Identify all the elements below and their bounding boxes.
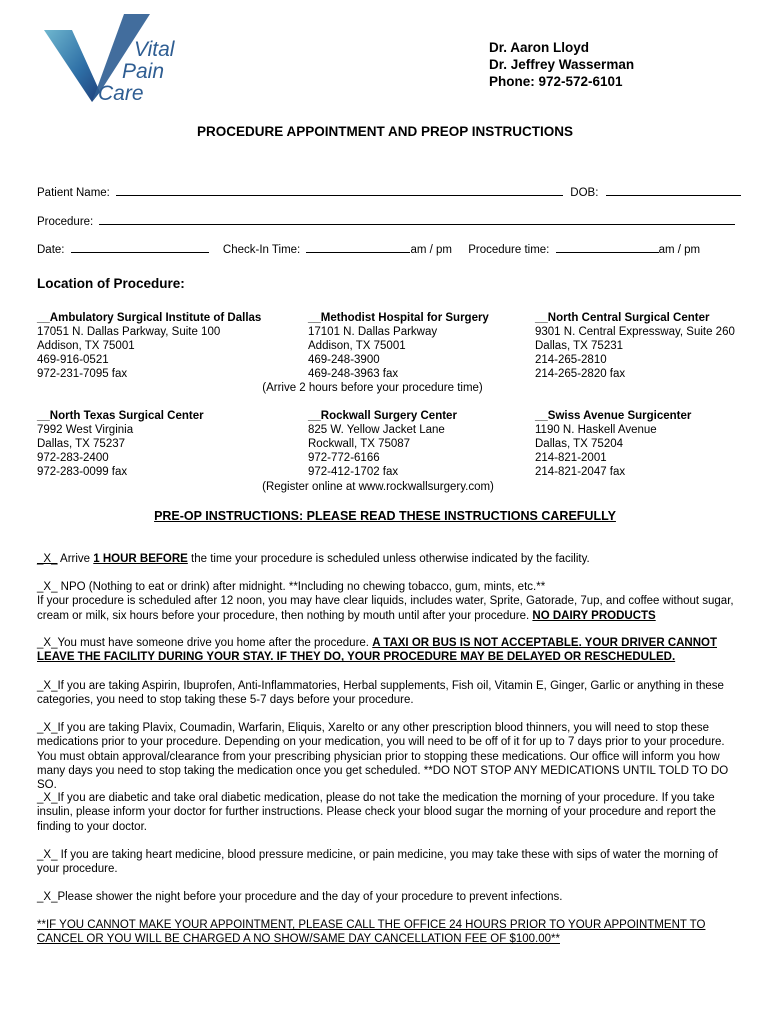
instruction-heart-medicine	[37, 848, 737, 877]
facility-name: __Methodist Hospital for Surgery	[308, 312, 489, 324]
facility-rockwall	[308, 409, 457, 479]
no-dairy-emphasis: NO DAIRY PRODUCTS	[532, 609, 656, 622]
doctor-name-1: Dr. Aaron Lloyd	[489, 40, 590, 55]
facility-fax: 214-821-2047 fax	[535, 466, 626, 478]
cancellation-policy	[37, 918, 737, 947]
logo-word-vital: Vital	[134, 38, 175, 61]
facility-phone: 214-265-2810	[535, 354, 607, 366]
procedure-time-label: Procedure time:	[468, 244, 550, 256]
facility-swiss-avenue	[535, 409, 691, 479]
one-hour-before-emphasis: 1 HOUR BEFORE	[93, 553, 188, 565]
cancellation-text: **IF YOU CANNOT MAKE YOUR APPOINTMENT, PLEASE CALL THE OFFICE 24 HOURS PRIOR TO YOUR APPOINTMENT TO CANCEL OR YOU WILL BE CHARGED A NO SHOW/SAME DAY CANCELLATION FEE OF $100.00**	[37, 919, 706, 946]
date-label: Date:	[37, 244, 65, 256]
instruction-text: _X_You must have someone drive you home after the procedure.	[37, 637, 373, 649]
facility-fax: 972-231-7095 fax	[37, 368, 128, 380]
vital-pain-care-logo	[42, 10, 202, 106]
facility-phone: 469-916-0521	[37, 354, 109, 366]
logo-word-care: Care	[98, 82, 144, 105]
facility-north-texas	[37, 409, 204, 479]
instruction-driver	[37, 636, 737, 665]
methodist-arrival-note: (Arrive 2 hours before your procedure time)	[262, 382, 483, 394]
instruction-text: Arrive	[57, 553, 94, 565]
instruction-text: _X_ NPO (Nothing to eat or drink) after midnight. **Including no chewing tobacco, gum, mints, etc.**	[37, 581, 546, 593]
facility-city: Rockwall, TX 75087	[308, 438, 411, 450]
facility-fax: 214-265-2820 fax	[535, 368, 626, 380]
facility-phone: 214-821-2001	[535, 452, 607, 464]
facility-address: 1190 N. Haskell Avenue	[535, 424, 657, 436]
instruction-diabetic	[37, 791, 737, 834]
facility-ambulatory	[37, 311, 261, 381]
facility-fax: 972-283-0099 fax	[37, 466, 128, 478]
date-time-row	[37, 241, 700, 257]
facility-city: Addison, TX 75001	[308, 340, 406, 352]
facility-city: Dallas, TX 75231	[535, 340, 624, 352]
instruction-mark: _X_	[37, 553, 58, 565]
location-title: Location of Procedure:	[37, 276, 185, 291]
facility-city: Dallas, TX 75204	[535, 438, 624, 450]
checkin-label: Check-In Time:	[222, 244, 301, 256]
date-field[interactable]	[71, 241, 209, 253]
instruction-text: the time your procedure is scheduled unless otherwise indicated by the facility.	[187, 553, 590, 565]
facility-name: __Rockwall Surgery Center	[308, 410, 457, 422]
instruction-shower	[37, 890, 737, 904]
patient-name-row	[37, 184, 741, 200]
instruction-text: _X_If you are diabetic and take oral diabetic medication, please do not take the medication the morning of your procedure. If you take insulin, please inform your doctor for further instructions. Please check your blood sugar the morning of your procedure and report the finding to your doctor.	[37, 792, 716, 833]
facility-address: 7992 West Virginia	[37, 424, 134, 436]
instruction-text: _X_If you are taking Aspirin, Ibuprofen, Anti-Inflammatories, Herbal supplements, Fish oil, Vitamin E, Ginger, Garlic or anything in these categories, you need to stop taking these 5-7 days before your procedure.	[37, 680, 724, 707]
facility-fax: 972-412-1702 fax	[308, 466, 399, 478]
facility-phone: 972-772-6166	[308, 452, 380, 464]
facility-address: 825 W. Yellow Jacket Lane	[308, 424, 445, 436]
dob-label: DOB:	[570, 187, 599, 199]
instruction-arrive	[37, 552, 737, 566]
facility-city: Dallas, TX 75237	[37, 438, 126, 450]
facility-address: 17051 N. Dallas Parkway, Suite 100	[37, 326, 221, 338]
procedure-label: Procedure:	[37, 216, 94, 228]
facility-phone: 972-283-2400	[37, 452, 109, 464]
instruction-aspirin	[37, 679, 737, 708]
checkin-ampm: am / pm	[410, 244, 452, 256]
facility-name: __North Texas Surgical Center	[37, 410, 204, 422]
preop-title: PRE-OP INSTRUCTIONS: PLEASE READ THESE INSTRUCTIONS CAREFULLY	[154, 509, 616, 523]
facility-address: 17101 N. Dallas Parkway	[308, 326, 438, 338]
patient-name-field[interactable]	[116, 184, 563, 196]
procedure-time-field[interactable]	[556, 241, 659, 253]
facility-north-central	[535, 311, 735, 381]
patient-name-label: Patient Name:	[37, 187, 110, 199]
facility-fax: 469-248-3963 fax	[308, 368, 399, 380]
instruction-text: _X_Please shower the night before your procedure and the day of your procedure to prevent infections.	[37, 891, 563, 903]
facility-name: __Ambulatory Surgical Institute of Dallas	[37, 312, 262, 324]
procedure-row	[37, 213, 735, 229]
instruction-blood-thinners	[37, 721, 737, 792]
office-phone: Phone: 972-572-6101	[489, 74, 623, 89]
doctor-name-2: Dr. Jeffrey Wasserman	[489, 57, 635, 72]
facility-name: __Swiss Avenue Surgicenter	[535, 410, 692, 422]
procedure-field[interactable]	[99, 213, 735, 225]
facility-city: Addison, TX 75001	[37, 340, 135, 352]
rockwall-register-note: (Register online at www.rockwallsurgery.com)	[262, 481, 494, 493]
facility-name: __North Central Surgical Center	[535, 312, 710, 324]
page-title: PROCEDURE APPOINTMENT AND PREOP INSTRUCTIONS	[196, 124, 574, 139]
driver-warning-emphasis: A TAXI OR BUS IS NOT ACCEPTABLE. YOUR DRIVER CANNOT LEAVE THE FACILITY DURING YOUR STAY. IF THEY DO, YOUR PROCEDURE MAY BE DELAYED OR RESCHEDULED.	[37, 637, 718, 664]
facility-phone: 469-248-3900	[308, 354, 380, 366]
procedure-time-ampm: am / pm	[658, 244, 701, 256]
doctors-contact-block	[489, 39, 634, 90]
checkin-field[interactable]	[306, 241, 410, 253]
logo-word-pain: Pain	[122, 60, 165, 83]
facility-address: 9301 N. Central Expressway, Suite 260	[535, 326, 735, 338]
instruction-text: _X_If you are taking Plavix, Coumadin, Warfarin, Eliquis, Xarelto or any other prescription blood thinners, you will need to stop these medications prior to your procedure. Depending on your medication, you will need to be off of it for up to 7 days prior to your procedure. You must obtain approval/clearance from your prescribing physician prior to stopping these medications. Our office will inform you how many days you need to stop taking the medication once you get scheduled. **DO NOT STOP ANY MEDICATIONS UNTIL TOLD TO DO SO.	[37, 722, 729, 792]
dob-field[interactable]	[606, 184, 741, 196]
instruction-text: _X_ If you are taking heart medicine, blood pressure medicine, or pain medicine, you may take these with sips of water the morning of your procedure.	[37, 849, 718, 876]
instruction-text: If your procedure is scheduled after 12 noon, you may have clear liquids, includes water, Sprite, Gatorade, 7up, and coffee without sugar, cream or milk, six hours before your procedure, then nothing by mouth until after your procedure.	[37, 595, 734, 622]
instruction-npo	[37, 580, 737, 623]
facility-methodist	[308, 311, 489, 381]
